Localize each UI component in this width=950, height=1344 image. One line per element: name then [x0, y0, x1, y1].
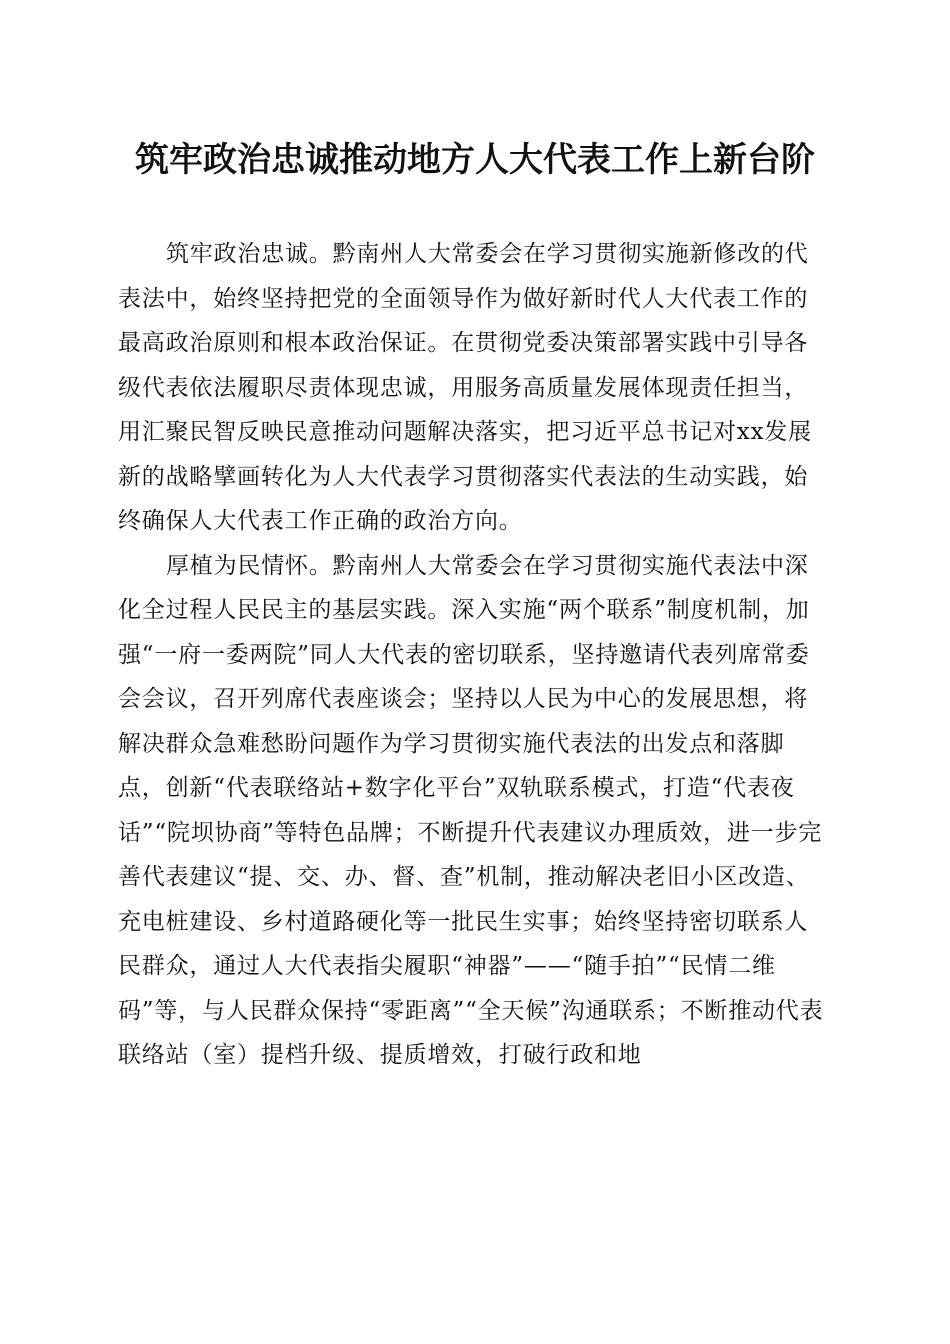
document-title: 筑牢政治忠诚推动地方人大代表工作上新台阶 — [135, 140, 815, 180]
paragraph-people-sentiment: 厚植为民情怀。黔南州人大常委会在学习贯彻实施代表法中深化全过程人民民主的基层实践。深入实施“两个联系”制度机制，加强“一府一委两院”同人大代表的密切联系，坚持邀请代表列席常委会会议，召开列席代表座谈会；坚持以人民为中心的发展思想，将解决群众急难愁盼问题作为学习贯彻实施代表法的出发点和落脚点，创新“代表联络站+数字化平台”双轨联系模式，打造“代表夜话”“院坝协商”等特色品牌；不断提升代表建议办理质效，进一步完善代表建议“提、交、办、督、查”机制，推动解决老旧小区改造、充电桩建设、乡村道路硬化等一批民生实事；始终坚持密切联系人民群众，通过人大代表指尖履职“神器”——“随手拍”“民情二维码”等，与人民群众保持“零距离”“全天候”沟通联系；不断推动代表联络站（室）提档升级、提质增效，打破行政和地 — [118, 552, 824, 1068]
document-body — [118, 232, 830, 1078]
paragraph-political-loyalty: 筑牢政治忠诚。黔南州人大常委会在学习贯彻实施新修改的代表法中，始终坚持把党的全面领导作为做好新时代人大代表工作的最高政治原则和根本政治保证。在贯彻党委决策部署实践中引导各级代表依法履职尽责体现忠诚，用服务高质量发展体现责任担当，用汇聚民智反映民意推动问题解决落实，把习近平总书记对xx发展新的战略擘画转化为人大代表学习贯彻落实代表法的生动实践，始终确保人大代表工作正确的政治方向。 — [118, 241, 812, 534]
